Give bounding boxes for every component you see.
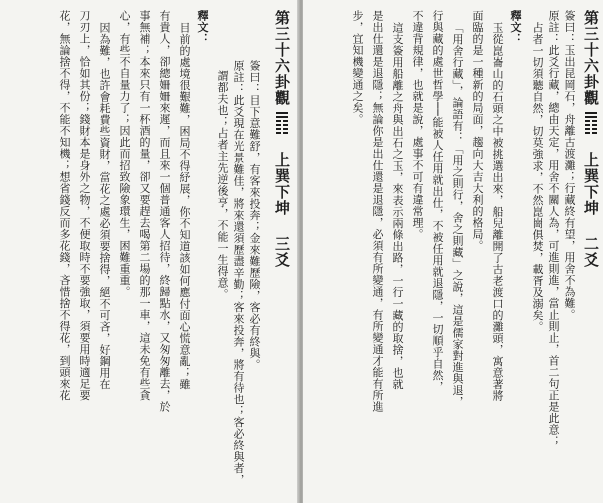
right-commentary-6: 這支簽用船離之舟與出石之玉，來表示兩條出路，一行一藏的取捨，也就 xyxy=(391,22,404,390)
right-page xyxy=(303,0,603,503)
hexagram-line xyxy=(276,124,288,126)
left-commentary-4: 心，有些不自量力了；因此而招致險象環生，困難重重。 xyxy=(118,10,131,298)
left-page xyxy=(0,0,299,503)
hexagram-line xyxy=(276,120,288,122)
left-note-2: 謂都夫也；占者主先逆後亨，不能一生得意。 xyxy=(216,70,229,300)
hexagram-line xyxy=(585,124,597,126)
hexagram-line xyxy=(276,112,288,114)
hexagram-line xyxy=(276,132,288,134)
hexagram-line xyxy=(585,128,597,130)
right-commentary-7: 是出仕還是退隱；無論你是出仕還是退隱，必須有所變通，有所變通才能有所進 xyxy=(371,10,384,413)
left-commentary-2: 有貴人，卻總姍姍來遲，而且來一個普通客人招待，終歸點水，又匆匆離去，於 xyxy=(158,10,171,413)
right-note-2: 占者一切須聽自然，切莫強求，不然崑崗俱焚，載胥及溺矣。 xyxy=(531,22,544,333)
right-commentary-3: 「用舍行藏」，論語有：「用之則行，舍之則藏」之說，這是儒家對進與退， xyxy=(451,22,464,408)
hexagram-line xyxy=(585,116,597,118)
left-verse: 簽曰：目下意難舒，有客來投奔；金來難歷險，客必有終與。 xyxy=(248,60,261,371)
left-commentary-label: 釋文： xyxy=(196,10,209,45)
hexagram-line xyxy=(585,112,597,114)
hexagram-line xyxy=(276,116,288,118)
left-trigram: 上巽下坤 xyxy=(273,152,291,216)
left-commentary-5: 因為難，也許會耗費些資財，當花之處必須要捨得，絕不可吝，好鋼用在 xyxy=(98,22,111,390)
right-commentary-8: 步，宜知機變通之矣。 xyxy=(351,10,364,125)
hexagram-line xyxy=(276,128,288,130)
right-note-1: 原註：此爻行藏，總由天定，用舍不關人為，可進則進，當止則止，首二句正是此意； xyxy=(547,10,560,447)
left-commentary-7: 花，無論捨不得，不能不知機；想省錢反而多花錢，吝惜捨不得花，到頭來花 xyxy=(58,10,71,401)
left-commentary-6: 刀刃上，恰如其份；錢財本是身外之物，不便取時不要強取，須要用時適足要 xyxy=(78,10,91,401)
hexagram-line xyxy=(585,120,597,122)
right-line-label: 二爻 xyxy=(582,236,600,268)
right-verse: 簽曰：玉出昆岡石，舟離古渡灘；行藏終有望，用舍不為難。 xyxy=(563,10,576,321)
right-trigram: 上巽下坤 xyxy=(582,152,600,216)
hexagram-line xyxy=(585,132,597,134)
left-hexagram-icon xyxy=(276,112,288,136)
left-title: 第三十六卦觀 xyxy=(273,10,291,106)
right-title: 第三十六卦觀 xyxy=(582,10,600,106)
left-line-label: 三爻 xyxy=(273,236,291,268)
right-hexagram-icon xyxy=(585,112,597,136)
right-commentary-1: 玉從崑崙山的石頭之中被挑選出來，船兒離開了古老渡口的灘頭，寓意著將 xyxy=(491,22,504,402)
right-commentary-4: 行與藏的處世哲學──能被人任用就出仕，不被任用就退隱，一切順乎自然， xyxy=(431,10,444,393)
left-commentary-3: 事無補；本來只有一杯酒的量，卻又要趕去喝第二場的那一車，這未免有些貪 xyxy=(138,10,151,401)
right-commentary-5: 不違背規律，也就是說，處事不可有違常理。 xyxy=(411,10,424,240)
left-note-1: 原註：此爻現在光景難佳，將來還須歷盡辛勤；客來投奔，將有待也；客必終與者， xyxy=(232,60,245,486)
right-commentary-2: 面臨的是一種新的局面，趨向大吉大利的格局。 xyxy=(471,10,484,252)
right-commentary-label: 釋文： xyxy=(509,10,522,45)
left-commentary-1: 目前的處境很艱難，困局不得紓展，你不知道該如何應付面心慌意亂；雖 xyxy=(178,22,191,390)
